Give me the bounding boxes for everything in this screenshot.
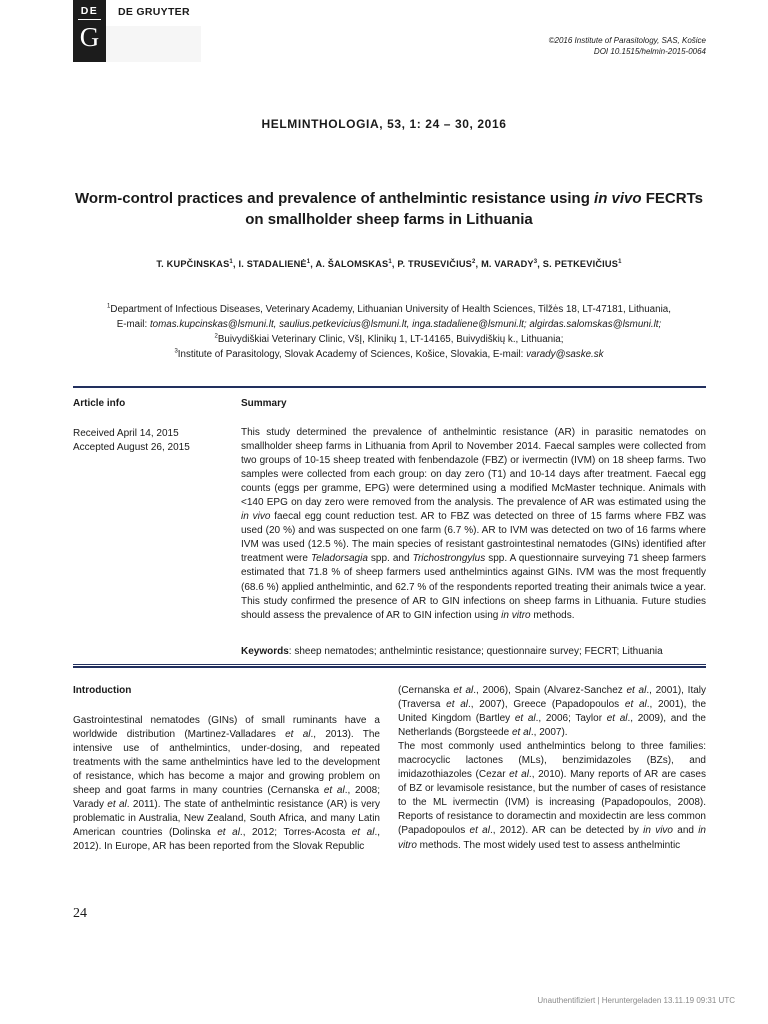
text-italic: et al [351,827,375,839]
logo-top-text: DE [80,5,99,17]
keywords [241,645,706,659]
publisher-name: DE GRUYTER [118,6,190,18]
text-run: and [673,825,699,837]
journal-citation: HELMINTHOLOGIA, 53, 1: 24 – 30, 2016 [261,117,507,131]
title-line2: on smallholder sheep farms in Lithuania [245,211,533,228]
text-run: ., 2013). The intensive use of anthelmintics, under-dosing, and repeated treatments with the same anthelmintics have led to the development of resistance, which has become a major and growing problem on sheep and goat farms in many countries (Cernanska [73,729,380,797]
text-run: ., 2006), Spain (Alvarez-Sanchez [473,685,627,696]
divider-mid-2 [73,666,706,668]
summary-part: spp. A questionnaire surveying 71 sheep farmers estimated that 71.8 % of sheep farmers used anthelmintics against GINs. IVM was the most frequently (68.6 %) applied anthelmintic, and 62.7 % of the respondents reported treating their animals twice a year. This study confirmed the presence of AR to GIN infections on sheep farms in Lithuania. Future studies should assess the prevalence of AR to GIN infection using [241,553,706,621]
article-title [60,188,718,230]
author-sup: 3 [533,258,538,265]
text-run: ., 2006; Taylor [535,713,607,725]
summary-italic: Trichostrongylus [412,553,486,565]
text-italic: in vitro [398,825,706,851]
text-run: ., 2010). Many reports of AR are cases of BZ or levamisole resistance, but the number of cases of resistance to the ML ivermectin (IVM) is increasing (Papadopoulos, 2008). Reports of resistance to doramectin and moxidectin are less common (Papadopoulos [398,769,706,837]
article-info [73,427,190,455]
author-sup: 1 [618,258,622,265]
text-italic: et al [217,827,240,839]
text-italic: et al [469,825,490,837]
page-number: 24 [73,906,87,921]
summary-part: spp. and [367,553,413,565]
text-italic: et al [514,713,536,725]
author-list: T. KUPČINSKAS$^1$, I. STADALIENĖ$^1$, A. ŠALOMSKAS$^1$, P. TRUSEVIČIUS$^2$, M. VARADY$^3$, S. PETKEVIČIUS$^1$ [156,258,622,269]
introduction-heading: Introduction [73,685,132,696]
keywords-label: Keywords [241,646,289,657]
copyright-text: ©2016 Institute of Parasitology, SAS, Košice [548,36,706,45]
divider-top [73,386,706,388]
text-run: ., 2012; Torres-Acosta [239,827,352,839]
text-run: . 2011). The state of anthelmintic resistance (AR) is very problematic in Australia, New Zealand, South Africa, and many Latin American countries (Dolinska [73,799,380,839]
intro-paragraph [73,714,380,854]
logo-shade [106,26,201,62]
author: P. TRUSEVIČIUS [397,259,472,269]
text-run: ., 2012). AR can be detected by [489,825,644,837]
text-italic: et al [285,729,311,741]
summary-heading: Summary [241,398,287,409]
author: M. VARADY [481,259,534,269]
text-italic: et al [606,713,628,725]
text-italic: et al [107,799,127,811]
affiliation-1: Department of Infectious Diseases, Veterinary Academy, Lithuanian University of Health Sciences, Tilžės 18, LT-47181, Lithuania, [110,304,671,315]
author: I. STADALIENĖ [238,259,307,269]
intro-column-right [398,684,706,853]
text-run: methods. The most widely used test to assess anthelmintic [416,839,681,851]
received-date: Received April 14, 2015 [73,428,179,439]
summary-italic: in vivo [241,511,271,523]
summary-italic: in vitro [501,609,531,621]
doi-text: DOI 10.1515/helmin-2015-0064 [593,47,706,56]
summary-text [241,426,706,623]
affiliation-3: Institute of Parasitology, Slovak Academy of Sciences, Košice, Slovakia, E-mail: [177,349,527,360]
affiliation-2: Buivydiškiai Veterinary Clinic, VšĮ, Klinikų 1, LT-14165, Buivydiškių k., Lithuania; [217,334,564,345]
text-run: ., 2001), the United Kingdom (Bartley [398,699,707,725]
email-label: E-mail: [116,319,150,330]
text-run: ., 2009), and the Netherlands (Borgsteede [398,713,706,739]
text-run: (Cernanska [398,685,454,696]
summary-part: methods. [530,609,575,621]
author: A. ŠALOMSKAS [315,259,389,269]
author: S. PETKEVIČIUS [542,259,619,269]
logo-divider [78,19,101,20]
logo-bottom-text: G [79,22,100,52]
email-list[interactable]: tomas.kupcinskas@lsmuni.lt, saulius.petkevicius@lsmuni.lt, inga.stadaliene@lsmuni.lt; algirdas.salomskas@lsmuni.lt; [149,319,662,330]
affil-sup: 3 [174,348,178,355]
text-italic: et al [624,699,647,711]
text-run: ., 2007). [530,727,568,739]
intro-paragraph [398,684,706,740]
affil-sup: 2 [214,333,218,340]
text-italic: et al [511,727,531,739]
text-italic: et al [509,769,529,781]
text-run: Gastrointestinal nematodes (GINs) of small ruminants have a worldwide distribution (Martinez-Valladares [73,715,380,741]
text-run: ., 2007), Greece (Papadopoulos [468,699,625,711]
summary-part: faecal egg count reduction test. AR to FBZ was detected on three of 15 farms where FBZ was used (20 %) and was suspected on one farm (6.7 %). AR to IVM was detected on two of 16 farms where IVM was used (12.5 %). The main species of resistant gastrointestinal nematodes (GINs) identified after treatment were [241,511,706,565]
accepted-date: Accepted August 26, 2015 [73,442,190,453]
affiliation-3-email[interactable]: varady@saske.sk [526,349,604,360]
author-sup: 2 [472,258,476,265]
keywords-list: : sheep nematodes; anthelmintic resistance; questionnaire survey; FECRT; Lithuania [288,646,663,657]
affil-sup: 1 [107,303,111,310]
title-italic: in vivo [594,190,642,207]
text-italic: et al [323,785,345,797]
intro-column-left [73,714,380,854]
summary-italic: Teladorsagia [310,553,368,565]
title-part: FECRTs [641,190,703,207]
author-sup: 1 [229,258,233,265]
text-italic: in vivo [643,825,673,837]
author: T. KUPČINSKAS [156,259,230,269]
text-italic: et al [446,699,468,711]
divider-mid-1 [73,664,706,665]
article-info-heading: Article info [73,398,126,409]
author-sup: 1 [306,258,311,265]
text-run: The most commonly used anthelmintics belong to three families: macrocyclic lactones (MLs), benzimidazoles (BZs), and imidazothiazoles (Cezar [398,741,706,781]
download-footer: Unauthentifiziert | Heruntergeladen 13.11.19 09:31 UTC [537,996,735,1005]
copyright-block [549,35,706,57]
intro-paragraph [398,740,706,852]
text-run: ., 2001), Italy (Traversa [398,685,707,711]
summary-part: This study determined the prevalence of anthelmintic resistance (AR) in parasitic nematodes on smallholder sheep farms in Lithuania from April to November 2014. Faecal samples were collected from two groups of 10-15 sheep treated with fenbendazole (FBZ) or ivermectin (IVM) on 18 sheep farms. Two samples were collected from each group: on day zero (T1) and 10-14 days after treatment. Faecal egg counts (eggs per gramme, EPG) were determined using a modified McMaster technique. Animals with <140 EPG on day zero were removed from the analysis. The prevalence of AR was estimated using the [241,427,706,509]
text-run: ., 2012). In Europe, AR has been reported from the Slovak Republic [73,827,380,853]
title-part: Worm-control practices and prevalence of anthelmintic resistance using [75,190,595,207]
text-italic: et al [626,685,647,696]
author-sup: 1 [388,258,392,265]
text-italic: et al [453,685,474,696]
text-run: ., 2008; Varady [73,785,381,811]
affiliations [60,302,718,362]
publisher-logo [73,0,106,62]
